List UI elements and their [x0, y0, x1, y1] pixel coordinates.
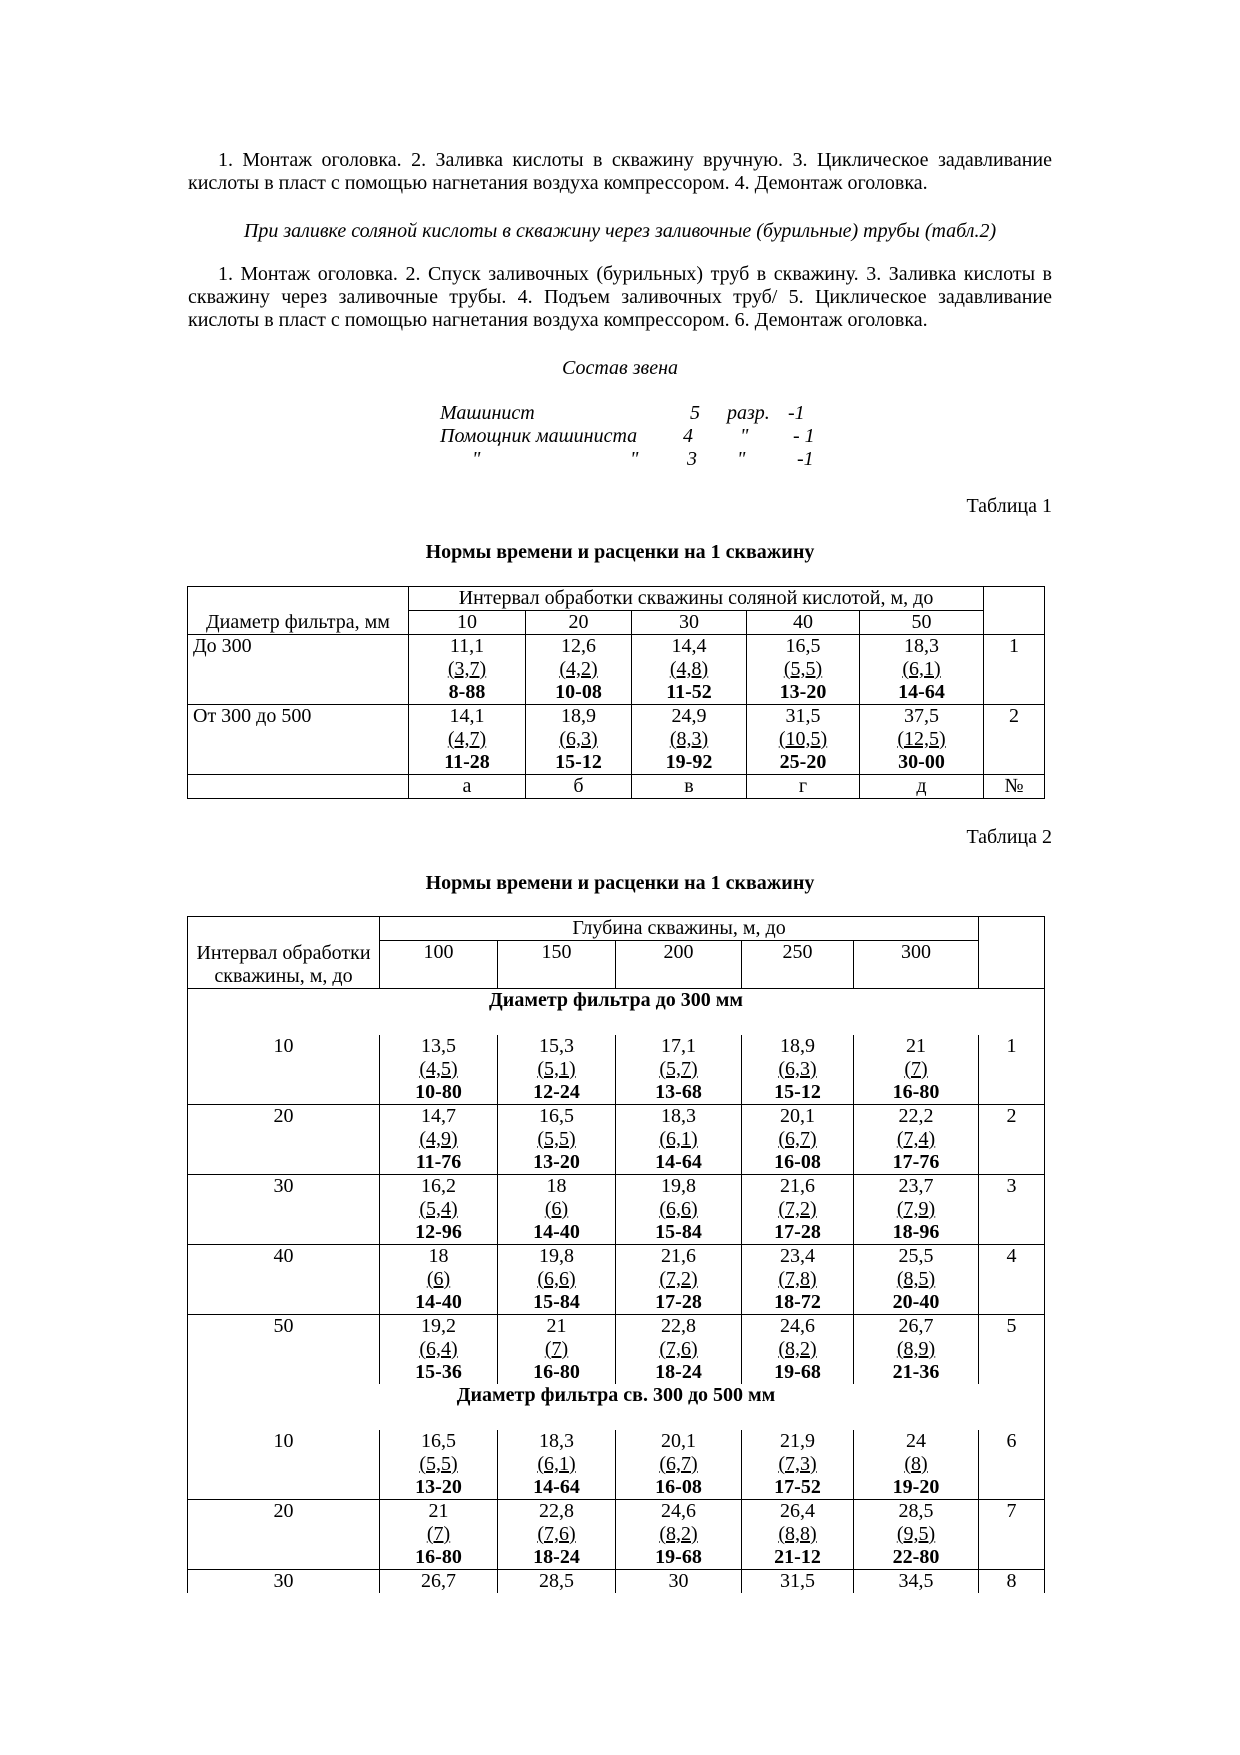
cell-norm-time: 26,4 — [780, 1500, 815, 1522]
cell-norm-time-alt: (5,5) — [419, 1453, 458, 1475]
crew-row — [440, 402, 840, 425]
cell-rate: 13-20 — [779, 681, 827, 703]
table1-header-group: Интервал обработки скважины соляной кислотой, м, до — [409, 587, 984, 611]
cell-norm-time-alt: (4,7) — [447, 728, 487, 750]
cell-norm-time-alt: (5,7) — [659, 1058, 698, 1080]
table2-column-header: 200 — [616, 941, 742, 989]
cell-norm-time: 15,3 — [539, 1035, 574, 1057]
table1-footer-cell: в — [632, 775, 747, 799]
table2-row — [188, 1105, 1045, 1175]
cell-norm-time: 16,5 — [785, 635, 821, 657]
table1-header-row — [188, 587, 1045, 611]
table2-row-no: 6 — [979, 1430, 1045, 1500]
cell-norm-time-alt: (4,5) — [419, 1058, 458, 1080]
cell-rate: 15-12 — [774, 1081, 821, 1103]
table2-column-header: 250 — [742, 941, 854, 989]
table2 — [187, 916, 1045, 1593]
table2-cell — [380, 1500, 498, 1570]
cell-rate: 19-68 — [655, 1546, 702, 1568]
table1-column-header: 40 — [747, 611, 860, 635]
table2-column-header: 150 — [498, 941, 616, 989]
table2-group-title: Диаметр фильтра св. 300 до 500 мм — [188, 1384, 1045, 1430]
table1-row — [188, 705, 1045, 775]
cell-norm-time-alt: (6,7) — [659, 1453, 698, 1475]
cell-norm-time: 21 — [546, 1315, 567, 1337]
cell-norm-time-alt: (6,6) — [537, 1268, 576, 1290]
table2-row-label: 40 — [188, 1245, 380, 1315]
cell-norm-time: 20,1 — [780, 1105, 815, 1127]
cell-norm-time: 31,5 — [785, 705, 821, 727]
cell-norm-time: 37,5 — [904, 705, 939, 727]
table2-column-header: 100 — [380, 941, 498, 989]
cell-norm-time: 22,8 — [539, 1500, 574, 1522]
table2-row-label: 20 — [188, 1105, 380, 1175]
table2-row-label: 50 — [188, 1315, 380, 1385]
cell-norm-time: 11,1 — [449, 635, 485, 657]
crew-grade: 3 — [687, 448, 697, 470]
table2-cell — [616, 1245, 742, 1315]
cell-norm-time: 18 — [546, 1175, 567, 1197]
crew-grade: 4 — [683, 425, 693, 447]
cell-norm-time-alt: (6,3) — [778, 1058, 817, 1080]
table2-row — [188, 1315, 1045, 1385]
table2-cell — [616, 1315, 742, 1385]
cell-rate: 25-20 — [779, 751, 827, 773]
table1-cell — [409, 635, 526, 705]
cell-rate: 18-24 — [655, 1361, 702, 1383]
cell-norm-time: 21,6 — [661, 1245, 696, 1267]
cell-rate: 19-68 — [774, 1361, 821, 1383]
table2-cell — [498, 1035, 616, 1105]
table1-cell — [860, 635, 984, 705]
cell-rate: 21-12 — [774, 1546, 821, 1568]
table2-row — [188, 1430, 1045, 1500]
cell-rate: 10-08 — [555, 681, 602, 703]
cell-norm-time-alt: (5,5) — [537, 1128, 576, 1150]
table1-cell — [632, 705, 747, 775]
cell-rate: 19-20 — [892, 1476, 940, 1498]
cell-rate: 15-36 — [415, 1361, 462, 1383]
crew-count: -1 — [788, 402, 805, 424]
table2-row-label: 10 — [188, 1430, 380, 1500]
cell-norm-time-alt: (8) — [904, 1453, 928, 1475]
cell-norm-time: 20,1 — [661, 1430, 696, 1452]
cell-norm-time: 34,5 — [898, 1570, 934, 1592]
table2-row — [188, 1175, 1045, 1245]
table1-cell — [747, 705, 860, 775]
cell-norm-time-alt: (5,1) — [537, 1058, 576, 1080]
cell-rate: 14-40 — [533, 1221, 580, 1243]
table2-row — [188, 1570, 1045, 1594]
cell-rate: 13-20 — [415, 1476, 462, 1498]
table2-row-header-text: Интервал обработки скважины, м, до — [196, 942, 371, 987]
table2-cell — [616, 1105, 742, 1175]
cell-norm-time-alt: (7,9) — [896, 1198, 936, 1220]
cell-rate: 8-88 — [448, 681, 486, 703]
cell-norm-time: 12,6 — [561, 635, 596, 657]
cell-rate: 13-68 — [655, 1081, 702, 1103]
table2-row-label: 30 — [188, 1175, 380, 1245]
table2-cell — [742, 1430, 854, 1500]
table2-cell — [854, 1570, 979, 1594]
table1-row-label: До 300 — [188, 635, 409, 705]
cell-norm-time: 25,5 — [898, 1245, 934, 1267]
table1-row-label: От 300 до 500 — [188, 705, 409, 775]
cell-norm-time: 18,9 — [780, 1035, 815, 1057]
table2-header-row — [188, 917, 1045, 941]
table2-cell — [854, 1105, 979, 1175]
cell-rate: 16-08 — [655, 1476, 702, 1498]
cell-norm-time-alt: (6) — [426, 1268, 451, 1290]
table2-cell — [380, 1035, 498, 1105]
cell-norm-time: 14,4 — [671, 635, 707, 657]
table2-cell — [742, 1500, 854, 1570]
table2-cell — [742, 1035, 854, 1105]
table2-row-no: 1 — [979, 1035, 1045, 1105]
table1-cell — [860, 705, 984, 775]
cell-rate: 15-12 — [555, 751, 602, 773]
table1-body — [188, 635, 1045, 775]
table2-row-header — [188, 917, 380, 989]
crew-grade: 5 — [690, 402, 700, 424]
cell-norm-time: 24,9 — [671, 705, 707, 727]
cell-rate: 14-64 — [655, 1151, 702, 1173]
cell-rate: 16-08 — [774, 1151, 821, 1173]
cell-norm-time-alt: (5,4) — [419, 1198, 458, 1220]
table1-row-header: Диаметр фильтра, мм — [188, 587, 409, 635]
cell-rate: 14-40 — [415, 1291, 462, 1313]
table1-column-header: 50 — [860, 611, 984, 635]
table2-no-header — [979, 917, 1045, 989]
table2-cell — [498, 1175, 616, 1245]
cell-rate: 12-96 — [415, 1221, 462, 1243]
table2-row-no: 7 — [979, 1500, 1045, 1570]
table2-cell — [498, 1105, 616, 1175]
table2-row — [188, 1035, 1045, 1105]
cell-rate: 18-24 — [533, 1546, 580, 1568]
table1-footer-cell: б — [526, 775, 632, 799]
cell-norm-time: 24,6 — [661, 1500, 696, 1522]
crew-row — [440, 448, 840, 471]
cell-norm-time-alt: (7,3) — [778, 1453, 817, 1475]
crew-rank: " — [740, 425, 749, 447]
cell-norm-time: 18,3 — [904, 635, 939, 657]
table2-cell — [498, 1245, 616, 1315]
cell-rate: 14-64 — [533, 1476, 580, 1498]
cell-norm-time-alt: (7,6) — [659, 1338, 698, 1360]
cell-norm-time-alt: (8,9) — [896, 1338, 936, 1360]
table1-no-header — [984, 587, 1045, 635]
cell-norm-time-alt: (7,6) — [537, 1523, 576, 1545]
table2-column-header: 300 — [854, 941, 979, 989]
cell-norm-time: 31,5 — [780, 1570, 815, 1592]
table2-cell — [380, 1570, 498, 1594]
crew-title: Состав звена — [561, 357, 678, 379]
cell-norm-time-alt: (7,2) — [659, 1268, 698, 1290]
cell-rate: 20-40 — [892, 1291, 940, 1313]
table2-cell — [498, 1315, 616, 1385]
cell-rate: 16-80 — [533, 1361, 580, 1383]
cell-norm-time: 22,2 — [898, 1105, 934, 1127]
cell-norm-time: 16,5 — [421, 1430, 456, 1452]
table2-row-no: 5 — [979, 1315, 1045, 1385]
cell-norm-time-alt: (4,9) — [419, 1128, 458, 1150]
cell-norm-time-alt: (4,2) — [559, 658, 598, 680]
cell-norm-time-alt: (6,1) — [902, 658, 941, 680]
cell-rate: 11-28 — [444, 751, 490, 773]
cell-rate: 15-84 — [533, 1291, 580, 1313]
cell-norm-time: 16,2 — [421, 1175, 456, 1197]
table2-row-no: 2 — [979, 1105, 1045, 1175]
table1-column-header: 20 — [526, 611, 632, 635]
cell-rate: 17-28 — [655, 1291, 702, 1313]
table2-caption: Таблица 2 — [966, 826, 1052, 848]
cell-norm-time: 18 — [428, 1245, 449, 1267]
cell-norm-time-alt: (6,1) — [537, 1453, 576, 1475]
cell-norm-time: 18,3 — [661, 1105, 696, 1127]
cell-norm-time-alt: (7) — [426, 1523, 451, 1545]
cell-norm-time: 26,7 — [898, 1315, 934, 1337]
table1-cell — [526, 635, 632, 705]
table2-cell — [742, 1245, 854, 1315]
cell-norm-time: 14,7 — [421, 1105, 456, 1127]
table2-row — [188, 1500, 1045, 1570]
intro-paragraph-1: 1. Монтаж оголовка. 2. Заливка кислоты в скважину вручную. 3. Циклическое задавливание кислоты в пласт с помощью нагнетания воздуха компрессором. 4. Демонтаж оголовка. — [188, 149, 1052, 194]
table2-cell — [854, 1245, 979, 1315]
table2-cell — [380, 1175, 498, 1245]
cell-rate: 16-80 — [415, 1546, 462, 1568]
table2-cell — [498, 1430, 616, 1500]
cell-rate: 11-76 — [415, 1151, 462, 1173]
table2-header-group: Глубина скважины, м, до — [380, 917, 979, 941]
cell-norm-time-alt: (8,2) — [659, 1523, 698, 1545]
table1-footer-empty — [188, 775, 409, 799]
cell-norm-time-alt: (5,5) — [783, 658, 823, 680]
table2-cell — [380, 1430, 498, 1500]
table2-cell — [616, 1570, 742, 1594]
table1-row-no: 2 — [984, 705, 1045, 775]
table2-cell — [854, 1500, 979, 1570]
table2-cell — [742, 1570, 854, 1594]
table1-cell — [526, 705, 632, 775]
cell-rate: 10-80 — [415, 1081, 462, 1103]
cell-norm-time: 18,9 — [561, 705, 596, 727]
cell-rate: 22-80 — [892, 1546, 940, 1568]
cell-norm-time-alt: (7) — [544, 1338, 569, 1360]
table2-cell — [380, 1315, 498, 1385]
cell-norm-time: 21,9 — [780, 1430, 815, 1452]
crew-count: -1 — [797, 448, 814, 470]
table2-row-no: 3 — [979, 1175, 1045, 1245]
cell-norm-time-alt: (6,6) — [659, 1198, 698, 1220]
cell-norm-time: 19,8 — [539, 1245, 574, 1267]
cell-rate: 16-80 — [892, 1081, 940, 1103]
cell-norm-time: 14,1 — [449, 705, 485, 727]
table1-footer-row — [188, 775, 1045, 799]
table2-cell — [380, 1105, 498, 1175]
crew-ditto: " — [630, 448, 639, 470]
cell-rate: 14-64 — [898, 681, 945, 703]
table2-cell — [854, 1430, 979, 1500]
table2-group-row — [188, 989, 1045, 1036]
intro-paragraph-2: 1. Монтаж оголовка. 2. Спуск заливочных (бурильных) труб в скважину. 3. Заливка кислоты в скважину через заливочные трубы. 4. Подъем заливочных труб/ 5. Циклическое задавливание кислоты в пласт с помощью нагнетания воздуха компрессором. 6. Демонтаж оголовка. — [188, 263, 1052, 331]
table2-cell — [742, 1175, 854, 1245]
table1-footer-cell: г — [747, 775, 860, 799]
table1-column-header: 30 — [632, 611, 747, 635]
table1-cell — [409, 705, 526, 775]
cell-rate: 19-92 — [665, 751, 713, 773]
cell-rate: 17-76 — [892, 1151, 940, 1173]
table2-group-title: Диаметр фильтра до 300 мм — [188, 989, 1045, 1036]
cell-norm-time-alt: (4,8) — [669, 658, 709, 680]
table1-footer-cell: № — [984, 775, 1045, 799]
cell-norm-time: 22,8 — [661, 1315, 696, 1337]
table2-row-no: 4 — [979, 1245, 1045, 1315]
crew-role: Машинист — [440, 402, 535, 424]
cell-rate: 17-52 — [774, 1476, 821, 1498]
cell-rate: 15-84 — [655, 1221, 702, 1243]
crew-composition — [440, 402, 840, 474]
cell-norm-time: 23,7 — [898, 1175, 934, 1197]
cell-rate: 13-20 — [533, 1151, 580, 1173]
table1-column-header: 10 — [409, 611, 526, 635]
cell-norm-time: 19,8 — [661, 1175, 696, 1197]
cell-norm-time: 28,5 — [898, 1500, 934, 1522]
cell-norm-time-alt: (8,2) — [778, 1338, 817, 1360]
cell-norm-time: 30 — [668, 1570, 689, 1592]
table1-row — [188, 635, 1045, 705]
table2-cell — [854, 1315, 979, 1385]
cell-norm-time: 21,6 — [780, 1175, 815, 1197]
cell-rate: 12-24 — [533, 1081, 580, 1103]
crew-count: - 1 — [793, 425, 815, 447]
crew-role: Помощник машиниста — [440, 425, 638, 447]
table2-row-label: 20 — [188, 1500, 380, 1570]
table2-title: Нормы времени и расценки на 1 скважину — [425, 872, 815, 894]
table1-footer-cell: а — [409, 775, 526, 799]
table1-title: Нормы времени и расценки на 1 скважину — [425, 541, 815, 563]
table1-caption: Таблица 1 — [966, 495, 1052, 517]
cell-norm-time: 18,3 — [539, 1430, 574, 1452]
italic-subheading: При заливке соляной кислоты в скважину через заливочные (бурильные) трубы (табл.2) — [243, 220, 997, 242]
table2-cell — [498, 1500, 616, 1570]
table2-cell — [616, 1500, 742, 1570]
cell-norm-time: 16,5 — [539, 1105, 574, 1127]
table2-group-row — [188, 1384, 1045, 1430]
crew-role: " — [472, 448, 481, 470]
table2-cell — [380, 1245, 498, 1315]
cell-rate: 21-36 — [892, 1361, 940, 1383]
table2-cell — [616, 1430, 742, 1500]
cell-rate: 11-52 — [666, 681, 712, 703]
cell-norm-time: 13,5 — [421, 1035, 456, 1057]
cell-norm-time-alt: (7,4) — [896, 1128, 936, 1150]
cell-rate: 18-72 — [774, 1291, 821, 1313]
table2-cell — [742, 1105, 854, 1175]
table2-cell — [498, 1570, 616, 1594]
cell-norm-time-alt: (7,2) — [778, 1198, 817, 1220]
cell-norm-time: 21 — [428, 1500, 449, 1522]
cell-rate: 18-96 — [892, 1221, 940, 1243]
cell-norm-time-alt: (6,1) — [659, 1128, 698, 1150]
cell-norm-time: 24,6 — [780, 1315, 815, 1337]
cell-norm-time-alt: (6,7) — [778, 1128, 817, 1150]
table2-cell — [854, 1175, 979, 1245]
cell-norm-time-alt: (3,7) — [447, 658, 487, 680]
cell-norm-time-alt: (6) — [544, 1198, 569, 1220]
cell-norm-time: 21 — [906, 1035, 926, 1057]
table1-footer-cell: д — [860, 775, 984, 799]
cell-norm-time: 19,2 — [421, 1315, 456, 1337]
table2-cell — [616, 1035, 742, 1105]
cell-norm-time: 23,4 — [780, 1245, 815, 1267]
cell-norm-time-alt: (7) — [904, 1058, 928, 1080]
crew-rank: " — [737, 448, 746, 470]
table2-row-no: 8 — [979, 1570, 1045, 1594]
cell-rate: 17-28 — [774, 1221, 821, 1243]
cell-norm-time: 24 — [906, 1430, 926, 1452]
table1-cell — [747, 635, 860, 705]
cell-norm-time-alt: (7,8) — [778, 1268, 817, 1290]
table1 — [187, 586, 1045, 799]
cell-norm-time-alt: (6,3) — [559, 728, 598, 750]
cell-norm-time-alt: (12,5) — [897, 728, 946, 750]
cell-norm-time-alt: (10,5) — [778, 728, 828, 750]
cell-norm-time-alt: (9,5) — [896, 1523, 936, 1545]
table2-cell — [854, 1035, 979, 1105]
table1-row-no: 1 — [984, 635, 1045, 705]
table2-cell — [616, 1175, 742, 1245]
table2-row-label: 30 — [188, 1570, 380, 1594]
cell-norm-time-alt: (6,4) — [419, 1338, 458, 1360]
crew-rank: разр. — [727, 402, 770, 424]
table2-row — [188, 1245, 1045, 1315]
table2-body — [188, 989, 1045, 1594]
cell-norm-time: 28,5 — [539, 1570, 574, 1592]
cell-norm-time: 26,7 — [421, 1570, 456, 1592]
cell-norm-time: 17,1 — [661, 1035, 696, 1057]
cell-norm-time-alt: (8,5) — [896, 1268, 936, 1290]
table2-row-label: 10 — [188, 1035, 380, 1105]
cell-rate: 30-00 — [898, 751, 945, 773]
crew-row — [440, 425, 840, 448]
table1-cell — [632, 635, 747, 705]
cell-norm-time-alt: (8,8) — [778, 1523, 817, 1545]
table2-cell — [742, 1315, 854, 1385]
cell-norm-time-alt: (8,3) — [669, 728, 709, 750]
